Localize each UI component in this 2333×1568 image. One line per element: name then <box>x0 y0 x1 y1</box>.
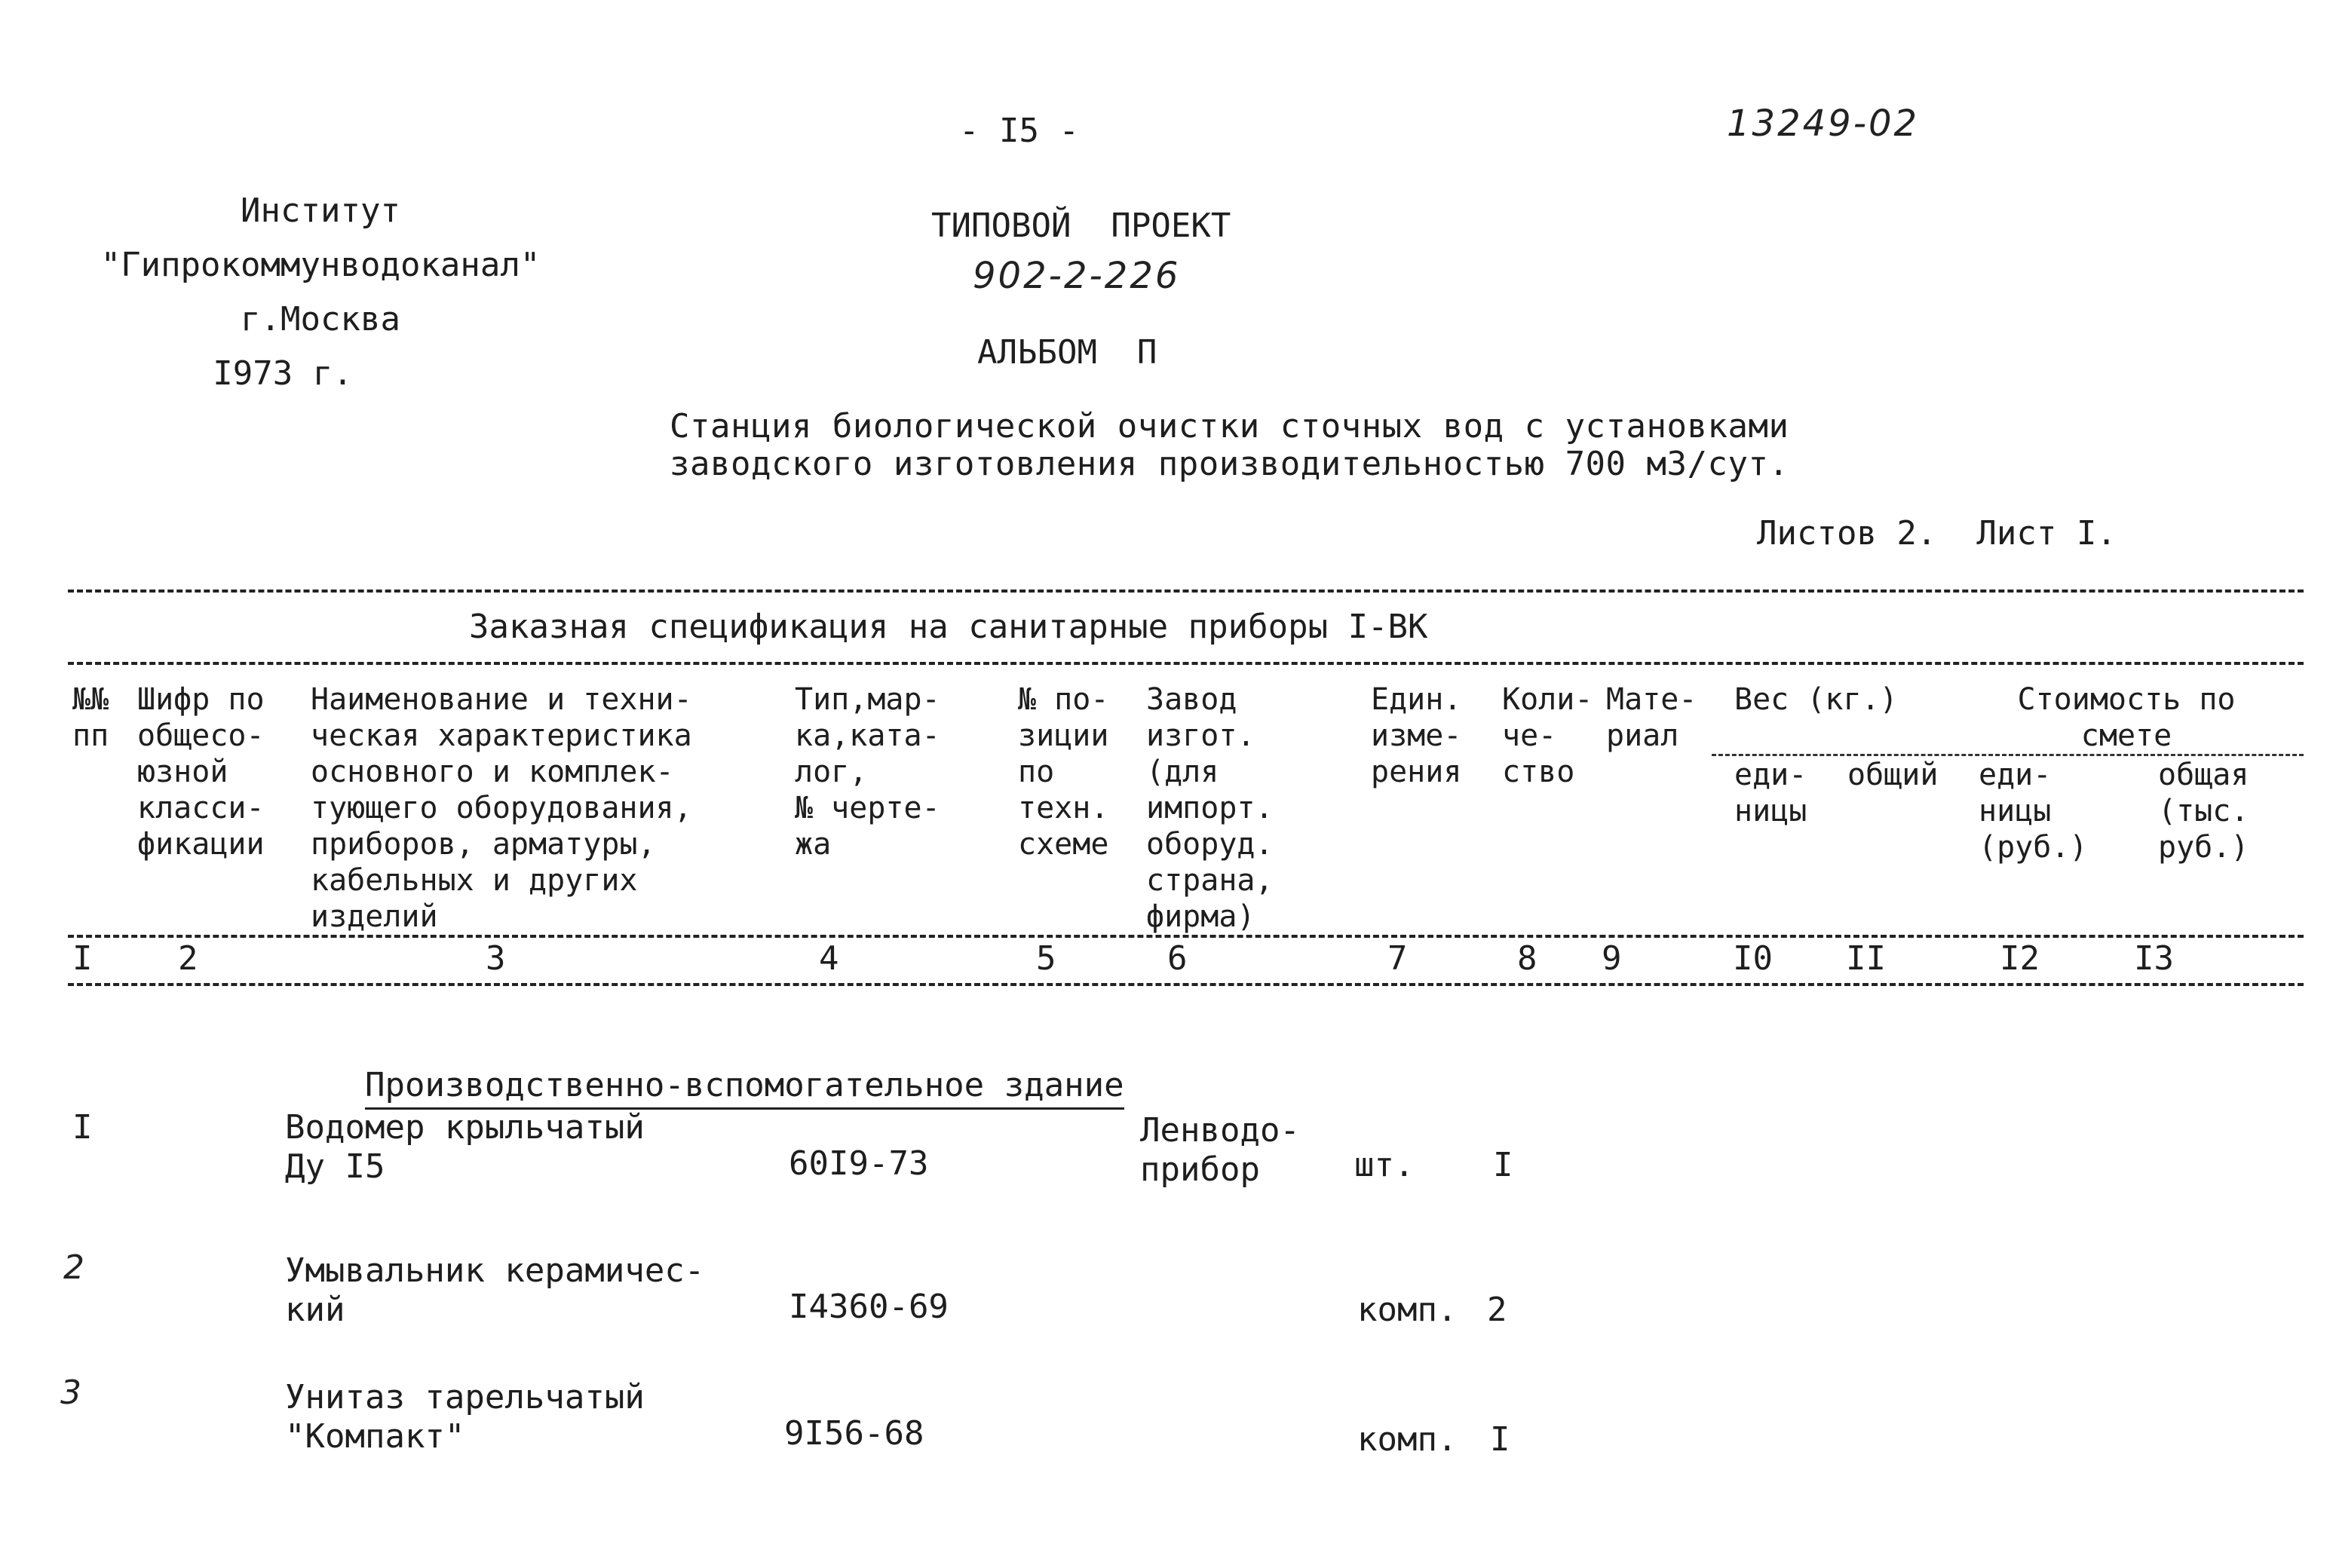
column-number: I <box>72 939 93 978</box>
row-number: I <box>72 1108 93 1147</box>
institute-label: Институт <box>241 191 400 230</box>
institute-name: "Гипрокоммунводоканал" <box>100 246 541 284</box>
row-item-name: Водомер крыльчатый Ду I5 <box>285 1108 645 1186</box>
column-number: II <box>1846 939 1886 978</box>
table-title: Заказная спецификация на санитарные приборы I-ВК <box>469 608 1428 646</box>
column-number: 9 <box>1602 939 1622 978</box>
page-number: - I5 - <box>959 112 1079 150</box>
row-type: 9I56-68 <box>784 1414 924 1453</box>
column-number: 6 <box>1167 939 1188 978</box>
header-manufacturer: Завод изгот. (для импорт. оборуд. страна, фирма) <box>1146 682 1274 934</box>
column-number: 3 <box>486 939 506 978</box>
row-number: 2 <box>63 1248 87 1287</box>
header-item-name: Наименование и техни- ческая характеристика основного и комплек- тующего оборудования, приборов, арматуры, кабельных и других изделий <box>311 682 692 934</box>
header-weight: Вес (кг.) <box>1734 682 1898 717</box>
column-number: I2 <box>2000 939 2040 978</box>
document-code-handwritten: 13249-02 <box>1727 103 1920 145</box>
header-bottom-rule <box>68 935 2304 938</box>
header-type-catalog: Тип,мар- ка,ката- лог, № черте- жа <box>795 682 940 862</box>
header-weight-unit: еди- ницы <box>1734 758 1807 828</box>
institute-year: I973 г. <box>213 354 353 393</box>
row-unit: шт. <box>1354 1146 1415 1184</box>
header-row-number: №№ пп <box>72 682 109 753</box>
row-type: 60I9-73 <box>789 1144 929 1183</box>
column-number: 5 <box>1036 939 1056 978</box>
row-manufacturer: Ленводо- прибор <box>1140 1111 1300 1189</box>
weight-cost-subrule <box>1712 754 2304 756</box>
column-number: I0 <box>1733 939 1773 978</box>
header-cost: Стоимость по смете <box>2017 682 2236 753</box>
description-line-1: Станция биологической очистки сточных вод с установками <box>670 407 1789 446</box>
header-classification-code: Шифр по общесо- юзной класси- фикации <box>137 682 265 862</box>
row-item-name: Унитаз тарельчатый "Компакт" <box>285 1378 645 1456</box>
row-type: I4360-69 <box>789 1288 949 1326</box>
description-line-2: заводского изготовления производительностью 700 м3/сут. <box>670 445 1789 483</box>
institute-city: г.Москва <box>241 300 400 338</box>
sheet-count: Листов 2. Лист I. <box>1757 514 2117 553</box>
row-unit: комп. <box>1357 1420 1458 1459</box>
header-position: № по- зиции по техн. схеме <box>1018 682 1109 862</box>
header-weight-total: общий <box>1847 758 1939 792</box>
header-quantity: Коли- че- ство <box>1502 682 1593 789</box>
table-title-rule <box>68 662 2304 665</box>
row-number: 3 <box>60 1374 84 1412</box>
header-material: Мате- риал <box>1606 682 1697 753</box>
row-quantity: 2 <box>1487 1291 1507 1329</box>
row-quantity: I <box>1493 1146 1513 1184</box>
row-quantity: I <box>1490 1420 1510 1459</box>
row-unit: комп. <box>1357 1291 1458 1329</box>
table-top-rule <box>68 590 2304 593</box>
album-label: АЛЬБОМ П <box>977 333 1157 372</box>
column-number: 8 <box>1517 939 1537 978</box>
column-number: I3 <box>2134 939 2174 978</box>
header-cost-unit: еди- ницы (руб.) <box>1979 758 2088 865</box>
column-number: 4 <box>819 939 839 978</box>
project-label: ТИПОВОЙ ПРОЕКТ <box>931 207 1231 245</box>
column-numbers-rule <box>68 983 2304 986</box>
header-cost-total: общая (тыс. руб.) <box>2158 758 2249 865</box>
section-heading-text: Производственно-вспомогательное здание <box>365 1066 1124 1110</box>
row-item-name: Умывальник керамичес- кий <box>285 1251 705 1329</box>
header-unit: Един. изме- рения <box>1371 682 1462 789</box>
project-number-handwritten: 902-2-226 <box>973 255 1181 297</box>
column-number: 2 <box>178 939 198 978</box>
column-number: 7 <box>1387 939 1408 978</box>
